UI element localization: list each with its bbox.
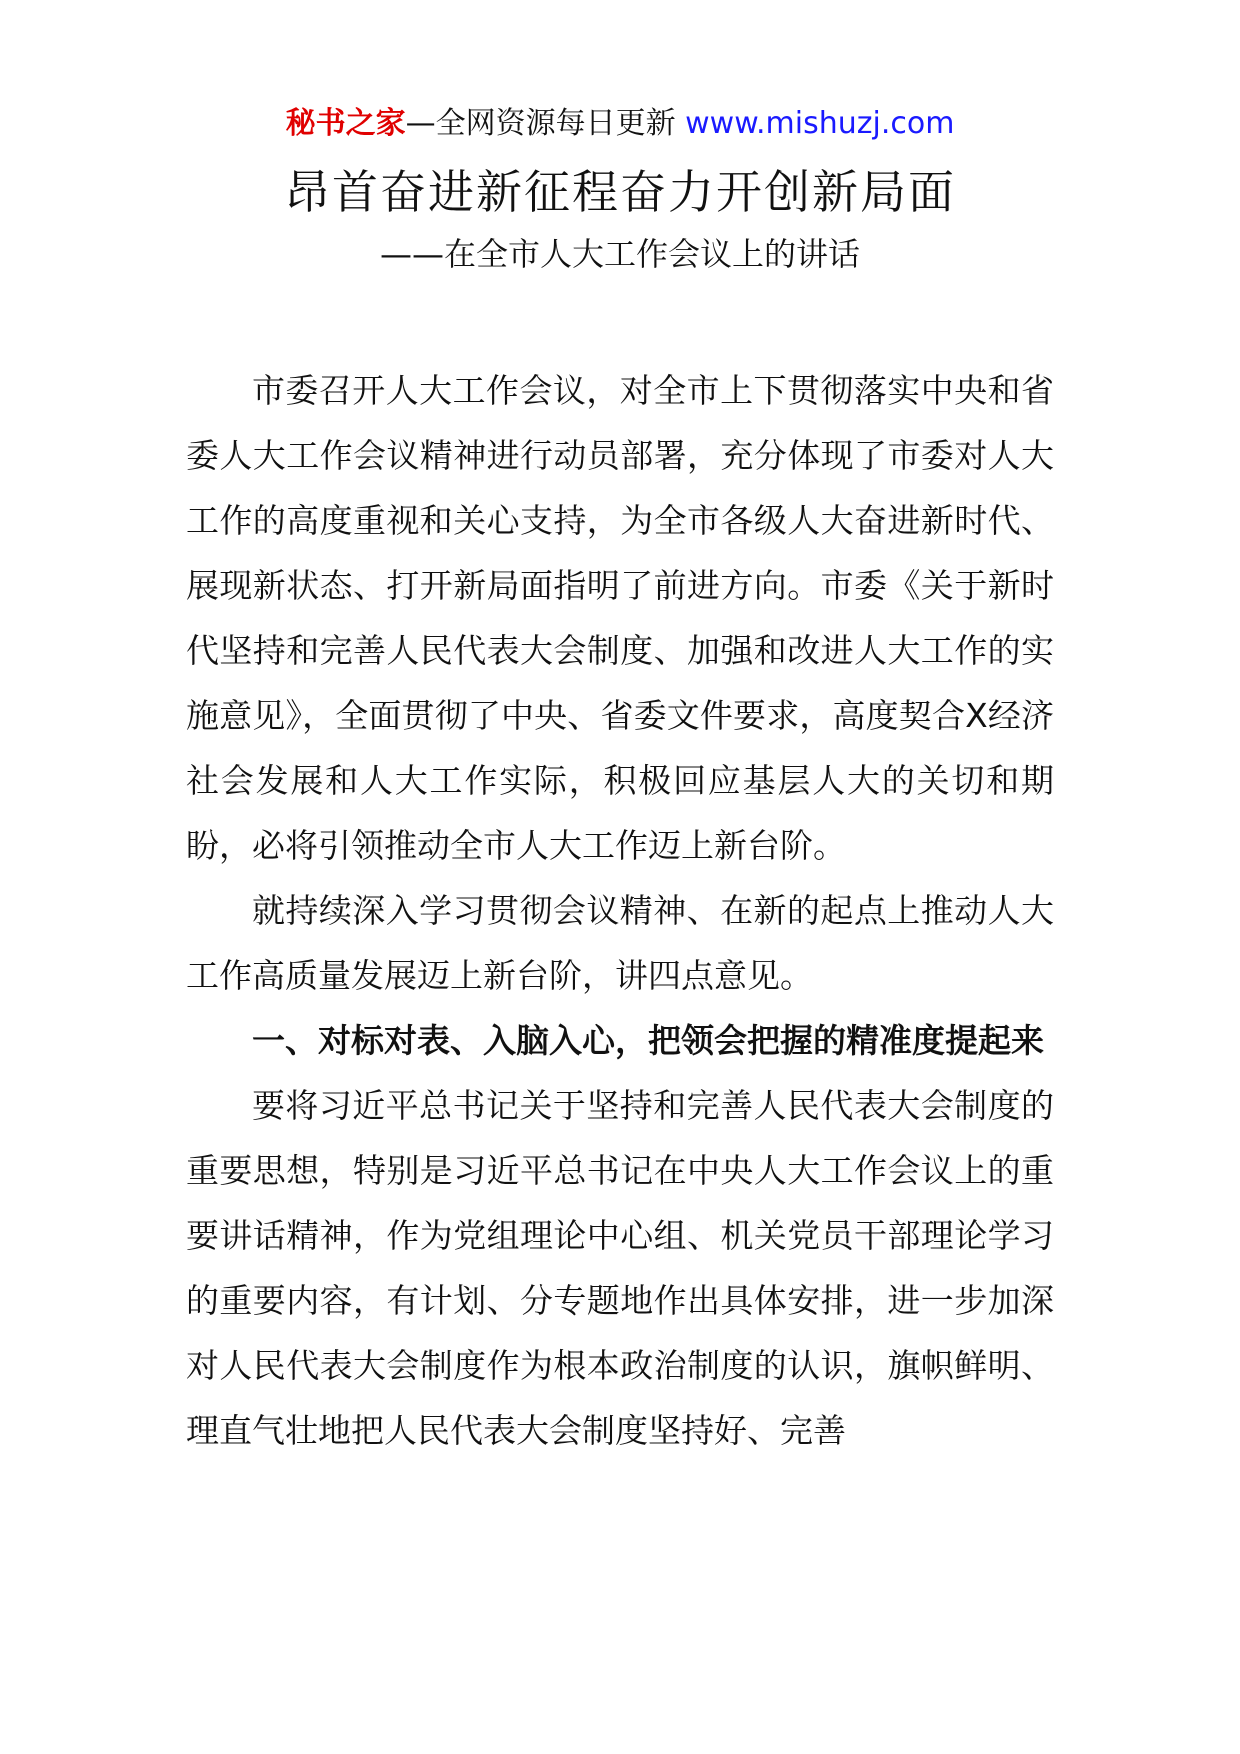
section-heading: 一、对标对表、入脑入心，把领会把握的精准度提起来 — [252, 1021, 1044, 1060]
brand-name: 秘书之家 — [285, 106, 406, 141]
site-header — [0, 100, 1240, 148]
body-paragraph: 市委召开人大工作会议，对全市上下贯彻落实中央和省委人大工作会议精神进行动员部署，充分体现了市委对人大工作的高度重视和关心支持，为全市各级人大奋进新时代、展现新状态、打开新局面指明了前进方向。市委《关于新时代坚持和完善人民代表大会制度、加强和改进人大工作的实施意见》，全面贯彻了中央、省委文件要求，高度契合X经济社会发展和人大工作实际，积极回应基层人大的关切和期盼，必将引领推动全市人大工作迈上新台阶。 — [186, 371, 1054, 865]
document-body — [186, 358, 1054, 1463]
document-title: 昂首奋进新征程奋力开创新局面 — [284, 165, 956, 219]
header-slogan: —全网资源每日更新 — [405, 106, 676, 141]
site-url-link[interactable]: www.mishuzj.com — [685, 106, 955, 141]
document-subtitle: ——在全市人大工作会议上的讲话 — [379, 235, 860, 273]
body-paragraph: 就持续深入学习贯彻会议精神、在新的起点上推动人大工作高质量发展迈上新台阶，讲四点意见。 — [186, 891, 1054, 995]
body-paragraph: 要将习近平总书记关于坚持和完善人民代表大会制度的重要思想，特别是习近平总书记在中央人大工作会议上的重要讲话精神，作为党组理论中心组、机关党员干部理论学习的重要内容，有计划、分专题地作出具体安排，进一步加深对人民代表大会制度作为根本政治制度的认识，旗帜鲜明、理直气壮地把人民代表大会制度坚持好、完善 — [186, 1086, 1054, 1450]
